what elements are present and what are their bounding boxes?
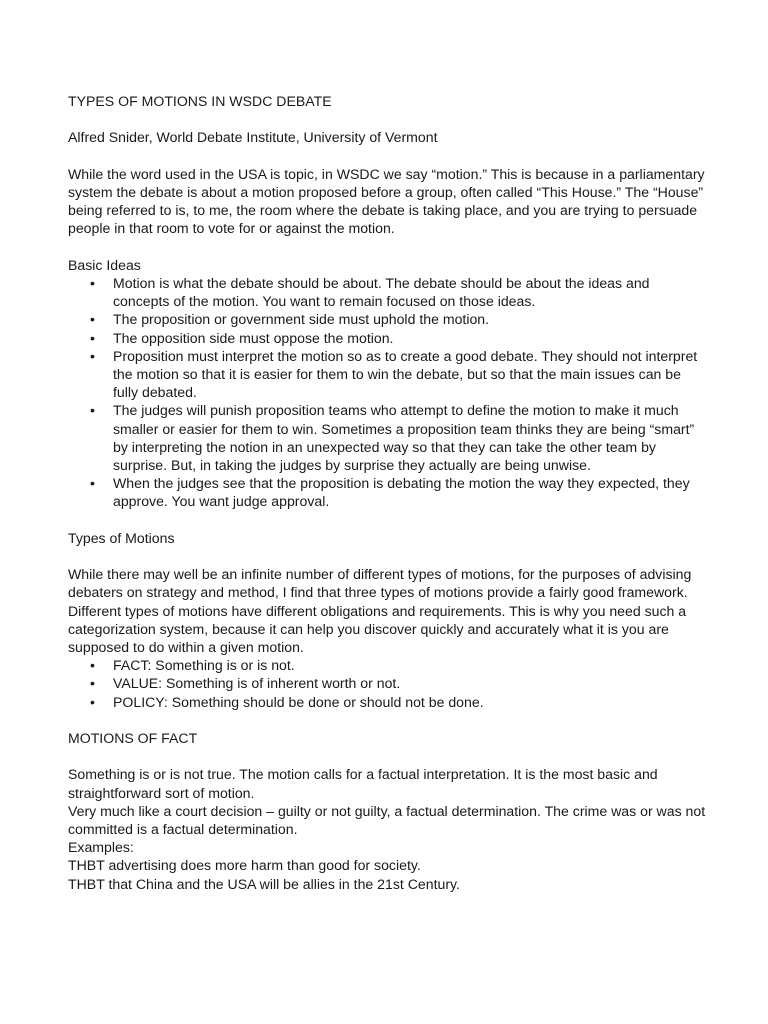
example-2: THBT that China and the USA will be allies in the 21st Century. <box>68 875 460 892</box>
bullet-icon: • <box>90 274 95 291</box>
document-page <box>68 92 708 893</box>
document-title: TYPES OF MOTIONS IN WSDC DEBATE <box>68 93 332 109</box>
list-item-text: When the judges see that the proposition is debating the motion the way they expected, they approve. You want judge approval. <box>113 475 690 510</box>
intro-paragraph: While the word used in the USA is topic, in WSDC we say “motion.” This is because in a parliamentary system the debate is about a motion proposed before a group, often called “This House.” The “House” being referred to is, to me, the room where the debate is taking place, and you are trying to persuade people in that room to vote for or against the motion. <box>68 165 705 237</box>
list-item <box>68 347 708 402</box>
list-item-text: POLICY: Something should be done or should not be done. <box>113 693 484 710</box>
fact-paragraph-1: Something is or is not true. The motion calls for a factual interpretation. It is the most basic and straightforward sort of motion. <box>68 766 658 801</box>
list-item <box>68 329 708 347</box>
bullet-icon: • <box>90 657 95 674</box>
types-paragraph-1: While there may well be an infinite number of different types of motions, for the purposes of advising debaters on strategy and method, I find that three types of motions provide a fairly good framework. <box>68 566 692 601</box>
list-item <box>68 310 708 328</box>
types-of-motions-heading: Types of Motions <box>68 529 175 546</box>
list-item-text: Proposition must interpret the motion so as to create a good debate. They should not interpret the motion so that it is easier for them to win the debate, but so that the main issues can be fully debated. <box>113 347 698 401</box>
list-item-text: Motion is what the debate should be about. The debate should be about the ideas and concepts of the motion. You want to remain focused on those ideas. <box>113 274 650 310</box>
list-item <box>68 674 708 692</box>
list-item-text: FACT: Something is or is not. <box>113 657 295 674</box>
list-item-text: The proposition or government side must uphold the motion. <box>113 311 490 328</box>
types-paragraph-2: Different types of motions have different obligations and requirements. This is why you need such a categorization system, because it can help you discover quickly and accurately what it is you are supposed to do within a given motion. <box>68 602 687 656</box>
list-item <box>68 656 708 674</box>
list-item-text: The opposition side must oppose the motion. <box>113 329 394 346</box>
motion-types-list <box>68 656 708 711</box>
bullet-icon: • <box>90 675 95 692</box>
bullet-icon: • <box>90 693 95 710</box>
list-item-text: The judges will punish proposition teams who attempt to define the motion to make it much smaller or easier for them to win. Sometimes a proposition team thinks they are being “smart” by interpreting the notion in an unexpected way so that they can take the other team by surprise. But, in taking the judges by surprise they actually are being unwise. <box>113 402 695 474</box>
list-item <box>68 693 708 711</box>
author-line: Alfred Snider, World Debate Institute, University of Vermont <box>68 129 438 146</box>
example-1: THBT advertising does more harm than good for society. <box>68 857 421 874</box>
list-item <box>68 474 708 510</box>
bullet-icon: • <box>90 329 95 346</box>
examples-label: Examples: <box>68 839 134 856</box>
basic-ideas-heading: Basic Ideas <box>68 256 141 273</box>
bullet-icon: • <box>90 311 95 328</box>
list-item <box>68 401 708 474</box>
fact-paragraph-2: Very much like a court decision – guilty or not guilty, a factual determination. The crime was or was not committed is a factual determination. <box>68 802 706 838</box>
motions-of-fact-heading: MOTIONS OF FACT <box>68 730 198 747</box>
bullet-icon: • <box>90 402 95 419</box>
basic-ideas-list <box>68 274 708 511</box>
list-item-text: VALUE: Something is of inherent worth or not. <box>113 675 401 692</box>
bullet-icon: • <box>90 347 95 364</box>
bullet-icon: • <box>90 475 95 492</box>
list-item <box>68 274 708 310</box>
